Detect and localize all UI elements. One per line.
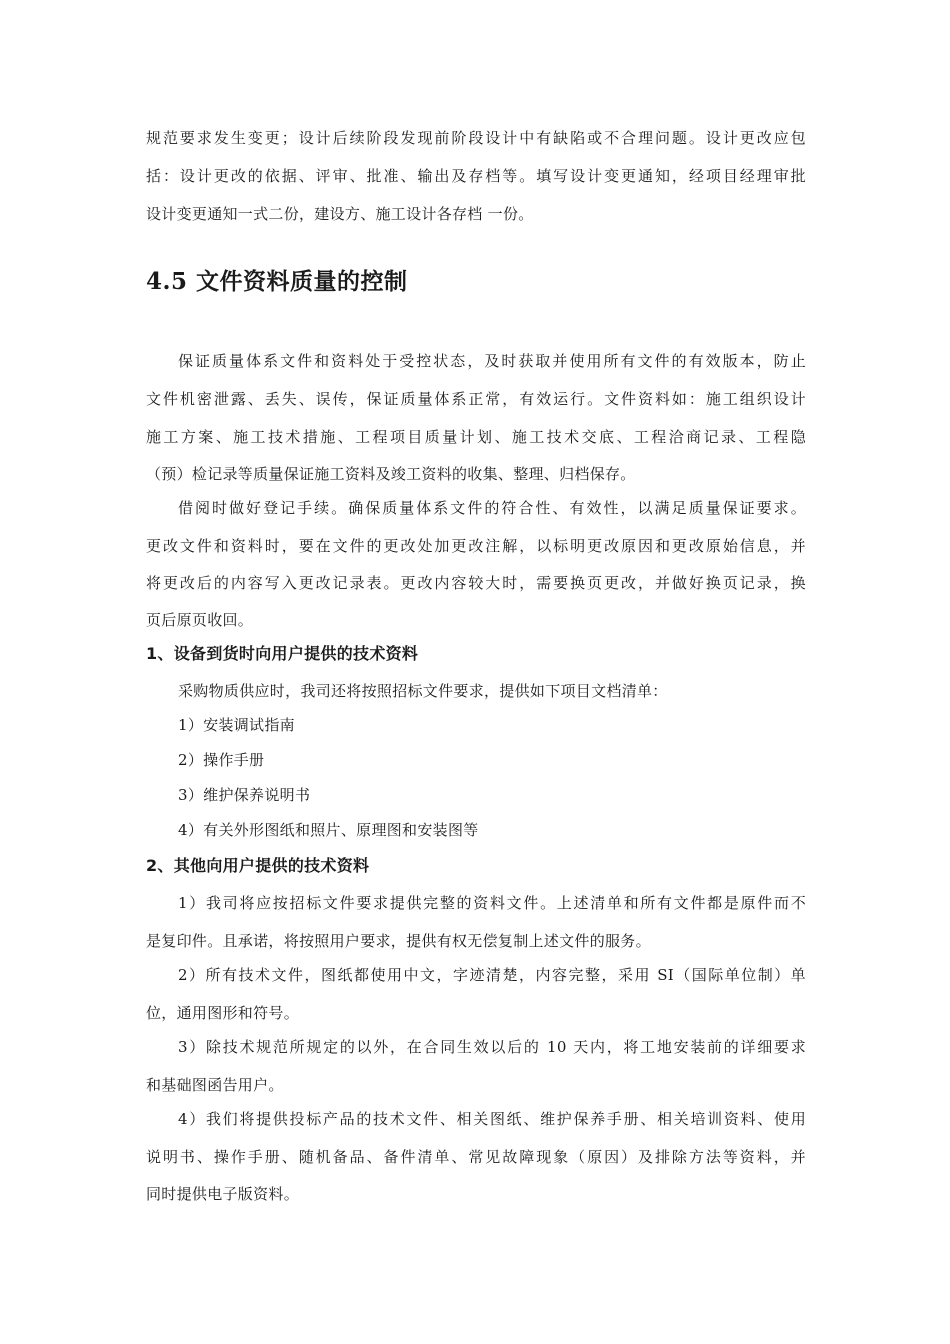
paragraph-line: 文件机密泄露、丢失、误传，保证质量体系正常，有效运行。文件资料如：施工组织设计 (146, 390, 806, 408)
paragraph-line: 更改文件和资料时，要在文件的更改处加更改注解，以标明更改原因和更改原始信息，并 (146, 537, 806, 555)
list-item: 1）安装调试指南 (178, 716, 295, 734)
paragraph-line: 4）我们将提供投标产品的技术文件、相关图纸、维护保养手册、相关培训资料、使用 (178, 1110, 806, 1128)
paragraph-line: 3）除技术规范所规定的以外，在合同生效以后的 10 天内，将工地安装前的详细要求 (178, 1038, 806, 1056)
list-item: 3）维护保养说明书 (178, 786, 311, 804)
intro-line: 规范要求发生变更；设计后续阶段发现前阶段设计中有缺陷或不合理问题。设计更改应包 (146, 129, 806, 147)
list-item: 4）有关外形图纸和照片、原理图和安装图等 (178, 821, 479, 839)
paragraph-line: 和基础图函告用户。 (146, 1076, 284, 1094)
section-heading: 4.5 文件资料质量的控制 (146, 268, 408, 295)
paragraph-line: 1）我司将应按招标文件要求提供完整的资料文件。上述清单和所有文件都是原件而不 (178, 894, 806, 912)
list-item: 2）操作手册 (178, 751, 265, 769)
paragraph-line: 2）所有技术文件，图纸都使用中文，字迹清楚，内容完整，采用 SI（国际单位制）单 (178, 966, 806, 984)
subsection-heading-2: 2、其他向用户提供的技术资料 (146, 856, 370, 875)
subsection-heading-1: 1、设备到货时向用户提供的技术资料 (146, 644, 419, 663)
paragraph-line: 保证质量体系文件和资料处于受控状态，及时获取并使用所有文件的有效版本，防止 (178, 352, 806, 370)
paragraph-line: （预）检记录等质量保证施工资料及竣工资料的收集、整理、归档保存。 (146, 465, 636, 483)
paragraph-line: 同时提供电子版资料。 (146, 1185, 300, 1203)
paragraph-line: 施工方案、施工技术措施、工程项目质量计划、施工技术交底、工程洽商记录、工程隐 (146, 428, 806, 446)
paragraph-line: 是复印件。且承诺，将按照用户要求，提供有权无偿复制上述文件的服务。 (146, 932, 651, 950)
paragraph-line: 借阅时做好登记手续。确保质量体系文件的符合性、有效性，以满足质量保证要求。 (178, 499, 806, 517)
paragraph-line: 位，通用图形和符号。 (146, 1004, 300, 1022)
paragraph-line: 将更改后的内容写入更改记录表。更改内容较大时，需要换页更改，并做好换页记录，换 (146, 574, 806, 592)
paragraph-line: 页后原页收回。 (146, 611, 254, 629)
paragraph-line: 说明书、操作手册、随机备品、备件清单、常见故障现象（原因）及排除方法等资料，并 (146, 1148, 806, 1166)
list-intro: 采购物质供应时，我司还将按照招标文件要求，提供如下项目文档清单： (178, 682, 668, 700)
intro-line: 括：设计更改的依据、评审、批准、输出及存档等。填写设计变更通知，经项目经理审批 (146, 167, 806, 185)
intro-line: 设计变更通知一式二份，建设方、施工设计各存档 一份。 (146, 205, 534, 223)
